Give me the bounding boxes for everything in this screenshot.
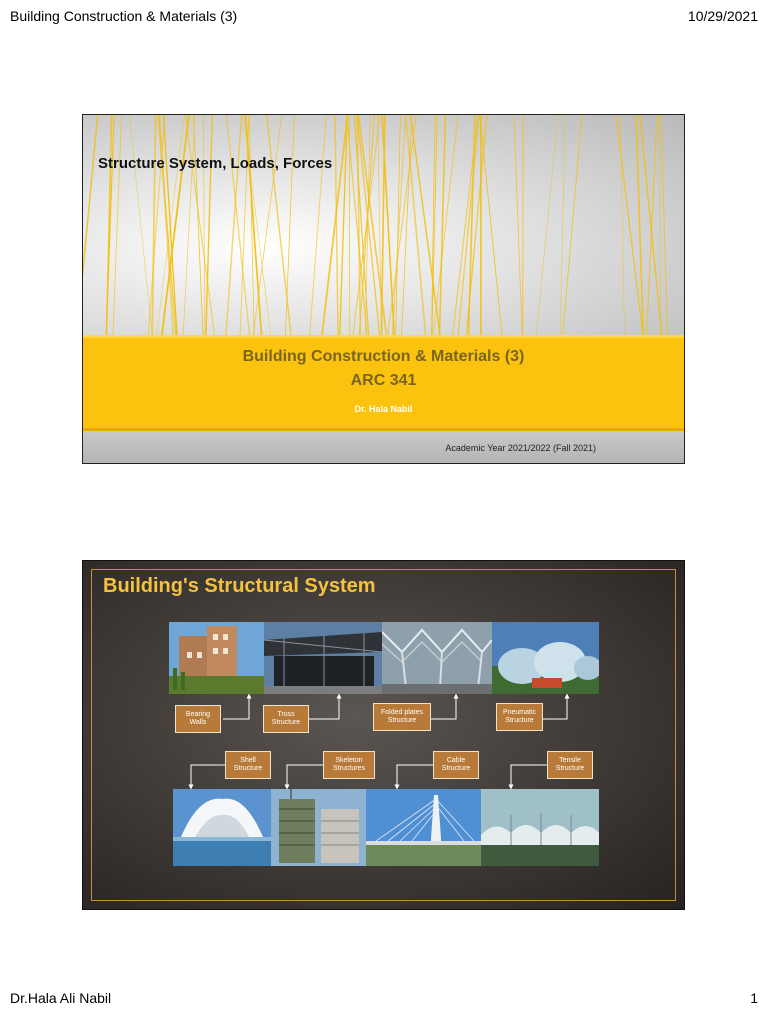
decorative-line [226, 115, 249, 335]
skeleton-photo [271, 789, 366, 866]
decorative-line [640, 115, 662, 335]
slide-footer-band [83, 431, 684, 463]
folded-plates-photo [382, 622, 492, 694]
bearing-walls-label: Bearing Walls [175, 705, 221, 733]
footer-author: Dr.Hala Ali Nabil [10, 990, 112, 1006]
decorative-line [433, 115, 458, 335]
decorative-line [240, 115, 249, 335]
decorative-line [647, 115, 658, 335]
decorative-line [536, 115, 558, 335]
truss-label: Truss Structure [263, 705, 309, 733]
skeleton-label: Skeleton Structures [323, 751, 375, 779]
shell-photo [173, 789, 271, 866]
decorative-line [636, 115, 643, 335]
decorative-line [203, 115, 205, 335]
decorative-line [514, 115, 522, 335]
truss-photo [264, 622, 382, 694]
pneumatic-label: Pneumatic Structure [496, 703, 543, 731]
decorative-line [152, 115, 155, 335]
slide-title: Building's Structural System [103, 575, 376, 597]
decorative-line [378, 115, 382, 335]
course-title: Building Construction & Materials (3) [242, 348, 525, 365]
decorative-line [194, 115, 204, 335]
decorative-line [310, 115, 327, 335]
decorative-line [458, 115, 479, 335]
decorative-line [267, 115, 291, 335]
tensile-label: Tensile Structure [547, 751, 593, 779]
decorative-line [480, 115, 502, 335]
cable-photo [366, 789, 481, 866]
tensile-photo [481, 789, 599, 866]
header-date: 10/29/2021 [687, 8, 758, 24]
slide-topic: Structure System, Loads, Forces [98, 155, 333, 172]
decorative-line [226, 115, 242, 335]
course-code: ARC 341 [350, 372, 417, 389]
shell-label: Shell Structure [225, 751, 271, 779]
decorative-line [469, 115, 476, 335]
bearing-walls-photo [169, 622, 264, 694]
decorative-line [206, 115, 212, 335]
decorative-line [113, 115, 122, 335]
pneumatic-photo [492, 622, 599, 694]
decorative-line [620, 115, 624, 335]
decorative-line [661, 115, 668, 335]
decorative-line [660, 115, 661, 335]
decorative-line [523, 115, 524, 335]
folded-plates-label: Folded plates Structure [373, 703, 431, 731]
header-title: Building Construction & Materials (3) [10, 8, 238, 24]
instructor-name: Dr. Hala Nabil [354, 404, 413, 414]
academic-year: Academic Year 2021/2022 (Fall 2021) [445, 443, 596, 453]
page-number: 1 [750, 990, 758, 1006]
decorative-line [396, 115, 401, 335]
decorative-line [560, 115, 565, 335]
structural-system-slide [82, 560, 685, 910]
cable-label: Cable Structure [433, 751, 479, 779]
decorative-lines [83, 115, 684, 335]
decorative-line [616, 115, 643, 335]
title-slide [82, 114, 685, 464]
decorative-line [406, 115, 426, 335]
decorative-line [129, 115, 152, 335]
decorative-line [83, 115, 98, 335]
decorative-line [185, 115, 214, 335]
decorative-line [440, 115, 446, 335]
decorative-line [392, 115, 405, 335]
decorative-line [253, 115, 281, 335]
title-band [83, 335, 684, 431]
decorative-line [563, 115, 582, 335]
